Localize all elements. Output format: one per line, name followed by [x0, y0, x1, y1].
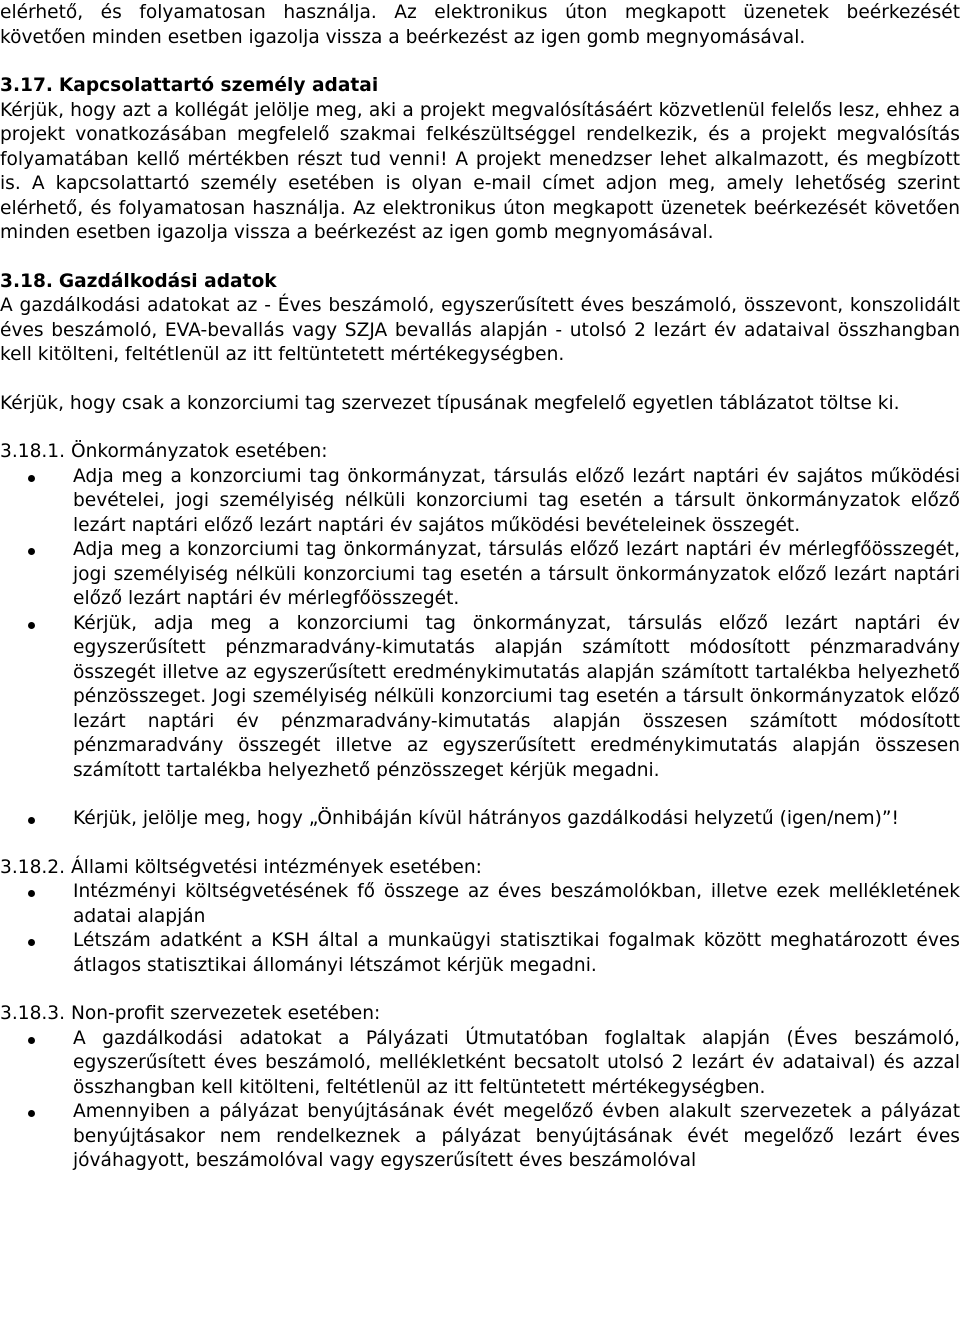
bullet-list	[0, 465, 960, 832]
bullet-icon	[28, 475, 35, 482]
bullet-list	[0, 880, 960, 978]
bullet-icon	[28, 548, 35, 555]
bullet-icon	[28, 939, 35, 946]
section-heading	[0, 270, 960, 295]
list-item: A gazdálkodási adatokat a Pályázati Útmutatóban foglaltak alapján (Éves beszámoló, egyszerűsített éves beszámoló, mellékletként becsatolt utolsó 2 lezárt év adataival) és azzal összhangban kell kitölteni, feltétlenül az itt feltüntetett mértékegységben.	[0, 1027, 960, 1101]
intro-line-2: követően minden esetben igazolja vissza a beérkezést az igen gomb megnyomásával.	[0, 26, 806, 48]
intro-line-1: elérhető, és folyamatosan használja. Az elektronikus úton megkapott üzenetek beérkezését	[0, 2, 960, 23]
spacer	[0, 246, 960, 270]
section-3-18-2	[0, 856, 960, 979]
bullet-icon	[28, 817, 35, 824]
section-title: Kapcsolattartó személy adatai	[58, 75, 379, 96]
list-item: Kérjük, jelölje meg, hogy „Önhibáján kívül hátrányos gazdálkodási helyzetű (igen/nem)”!	[0, 807, 960, 832]
spacer	[0, 50, 960, 74]
spacer	[0, 368, 960, 392]
subsection-heading: 3.18.3. Non-profit szervezetek esetében:	[0, 1003, 381, 1024]
section-title: Gazdálkodási adatok	[58, 270, 277, 292]
list-item: Intézményi költségvetésének fő összege az éves beszámolókban, illetve ezek mellékletének adatai alapján	[0, 880, 960, 929]
subsection-heading: 3.18.1. Önkormányzatok esetében:	[0, 441, 328, 462]
section-body-2: Kérjük, hogy csak a konzorciumi tag szervezet típusának megfelelő egyetlen táblázatot töltse ki.	[0, 392, 900, 414]
intro-paragraph	[0, 0, 960, 50]
section-number: 3.17.	[0, 75, 53, 96]
list-item: Adja meg a konzorciumi tag önkormányzat, társulás előző lezárt naptári év sajátos működési bevételei, jogi személyiség nélküli konzorciumi tag esetén a társult önkormányzatok előző lezárt naptári előző lezárt naptári év sajátos működési bevételeinek összegét.	[0, 465, 960, 539]
bullet-icon	[28, 1037, 35, 1044]
section-body-1: A gazdálkodási adatokat az - Éves beszámoló, egyszerűsített éves beszámoló, összevont, konszolidált éves beszámoló, EVA-bevallás vagy SZJA bevallás alapján - utolsó 2 lezárt év adataival összhangban kell kitölteni, feltétlenül az itt feltüntetett mértékegységben.	[0, 295, 960, 365]
subsection-heading: 3.18.2. Állami költségvetési intézmények esetében:	[0, 856, 482, 878]
bullet-icon	[28, 890, 35, 897]
bullet-icon	[28, 622, 35, 629]
section-number: 3.18.	[0, 270, 53, 292]
list-item: Létszám adatként a KSH által a munkaügyi statisztikai fogalmak között meghatározott éves átlagos statisztikai állományi létszámot kérjük megadni.	[0, 929, 960, 978]
list-item: Kérjük, adja meg a konzorciumi tag önkormányzat, társulás előző lezárt naptári év egyszerűsített pénzmaradvány-kimutatás alapján számított módosított pénzmaradvány összegét illetve az egyszerűsített eredménykimutatás alapján számított tartalékba helyezhető pénzösszeget. Jogi személyiség nélküli konzorciumi tag esetén a társult önkormányzatok előző lezárt naptári év pénzmaradvány-kimutatás alapján összesen számított módosított pénzmaradvány összegét illetve az egyszerűsített eredménykimutatás alapján összesen számított tartalékba helyezhető pénzösszeget kérjük megadni.	[0, 612, 960, 784]
spacer	[0, 978, 960, 1002]
section-body: Kérjük, hogy azt a kollégát jelölje meg, aki a projekt megvalósításáért közvetlenül felelős lesz, ehhez a projekt vonatkozásában megfelelő szakmai felkészültséggel rendelkezik, és a projekt megvalósítás folyamatában kellő mértékben részt tud venni! A projekt menedzser lehet alkalmazott, és megbízott is. A kapcsolattartó személy esetében is olyan e-mail címet adjon meg, amely lehetőség szerint elérhető, és folyamatosan használja. Az elektronikus úton megkapott üzenetek beérkezését követően minden esetben igazolja vissza a beérkezést az igen gomb megnyomásával.	[0, 99, 960, 243]
bullet-list	[0, 1027, 960, 1174]
section-3-18	[0, 270, 960, 417]
spacer	[0, 416, 960, 440]
spacer	[0, 832, 960, 856]
section-heading	[0, 74, 960, 99]
section-3-18-1	[0, 440, 960, 832]
section-3-18-3	[0, 1002, 960, 1174]
list-item: Amennyiben a pályázat benyújtásának évét megelőző évben alakult szervezetek a pályázat benyújtásakor nem rendelkeznek a pályázat benyújtásának évét megelőző lezárt éves jóváhagyott, beszámolóval vagy egyszerűsített éves beszámolóval	[0, 1100, 960, 1174]
bullet-icon	[28, 1110, 35, 1117]
list-item: Adja meg a konzorciumi tag önkormányzat, társulás előző lezárt naptári év mérlegfőösszegét, jogi személyiség nélküli konzorciumi tag esetén a társult önkormányzatok előző lezárt naptári előző lezárt naptári év mérlegfőösszegét.	[0, 538, 960, 612]
section-3-17	[0, 74, 960, 246]
